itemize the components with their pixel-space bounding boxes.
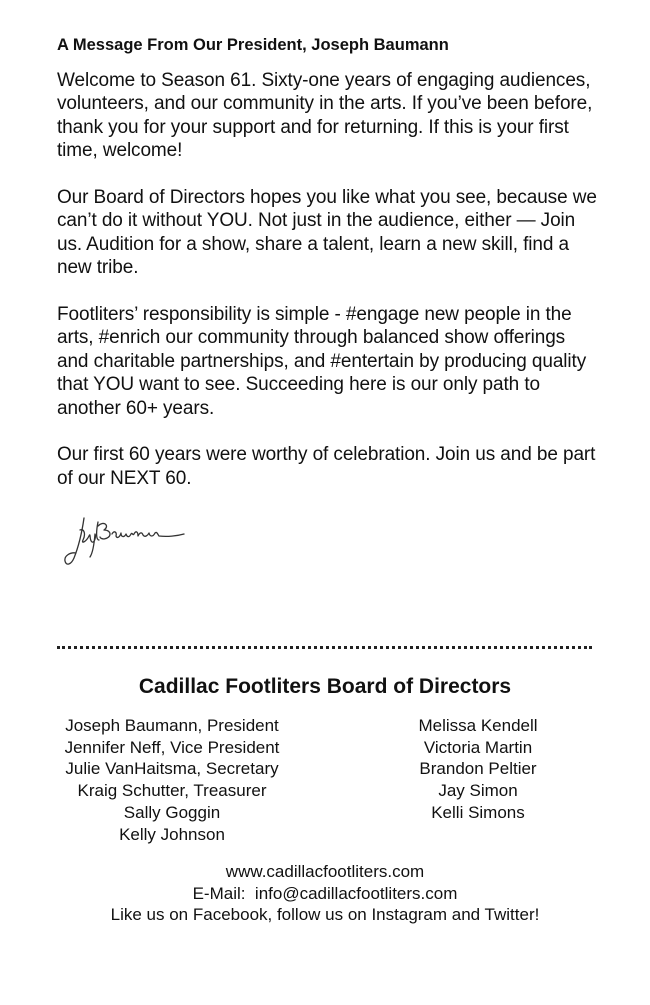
letter-paragraph-4: Our first 60 years were worthy of celebration. Join us and be part of our NEXT 60. [57, 444, 596, 489]
board-member: Victoria Martin [423, 737, 533, 757]
social-text: Like us on Facebook, follow us on Instagram and Twitter! [110, 905, 540, 925]
board-member: Kelli Simons [431, 802, 525, 822]
board-member: Jennifer Neff, Vice President [64, 737, 280, 757]
email-text: E-Mail: info@cadillacfootliters.com [192, 883, 458, 903]
board-member: Julie VanHaitsma, Secretary [65, 759, 279, 779]
board-member: Brandon Peltier [419, 759, 537, 779]
board-member: Jay Simon [438, 781, 518, 801]
letter-paragraph-2: Our Board of Directors hopes you like what you see, because we can’t do it without YOU. Not just in the audience, either — Join us. Audition for a show, share a talent, learn a new skill, find a new tribe. [57, 187, 597, 279]
letter-paragraph-3: Footliters’ responsibility is simple - #engage new people in the arts, #enrich our community through balanced show offerings and charitable partnerships, and #entertain by producing quality that YOU want to see. Succeeding here is our only path to another 60+ years. [57, 304, 587, 419]
president-letter [57, 33, 597, 514]
board-right-column [348, 715, 608, 824]
board-member: Kraig Schutter, Treasurer [77, 781, 267, 801]
board-member: Kelly Johnson [119, 824, 225, 844]
section-divider [57, 646, 592, 649]
letter-paragraph-1: Welcome to Season 61. Sixty-one years of engaging audiences, volunteers, and our community in the arts. If you’ve been before, thank you for your support and for returning. If this is your first time, welcome! [57, 70, 593, 162]
website-text: www.cadillacfootliters.com [225, 862, 425, 881]
president-signature [62, 512, 192, 572]
board-title: Cadillac Footliters Board of Directors [138, 675, 512, 698]
board-member: Sally Goggin [123, 802, 221, 822]
letter-title: A Message From Our President, Joseph Baumann [57, 36, 449, 54]
board-member: Melissa Kendell [418, 716, 538, 735]
board-left-column [42, 715, 302, 845]
contact-info [0, 861, 650, 926]
board-member: Joseph Baumann, President [65, 716, 279, 735]
